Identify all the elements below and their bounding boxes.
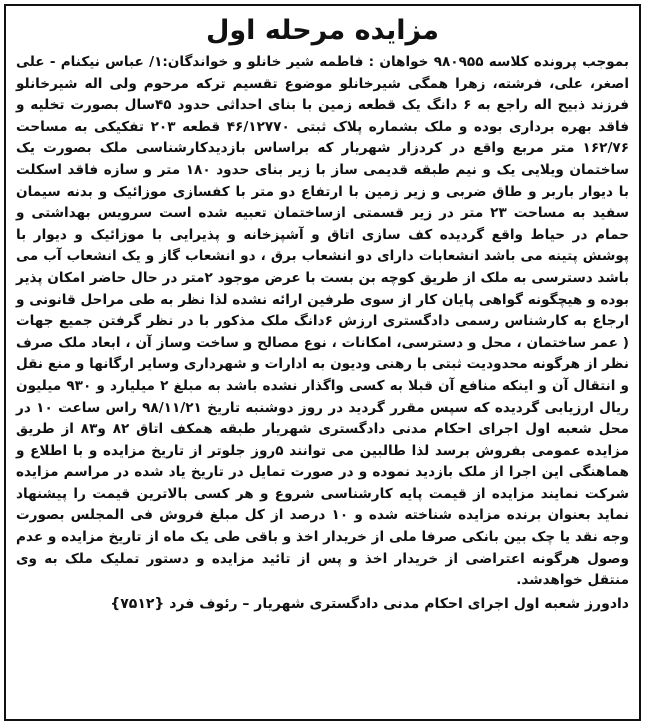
notice-title: مزایده مرحله اول bbox=[205, 15, 440, 46]
notice-body: بموجب پرونده کلاسه ۹۸۰۹۵۵ خواهان : فاطمه شیر خانلو و خواندگان:۱/ عباس نیکنام - علی اصغر، علی، فرشته، زهرا همگی شیرخانلو موضوع تقسیم ترکه مرحوم ولی اله شیرخانلو فرزند ذبیح اله راجع به ۶ دانگ یک قطعه زمین با بنای احداثی حدود ۴۵سال بصورت تخلیه و فاقد بهره برداری بوده و ملک بشماره پلاک ثبتی ۴۶/۱۲۷۷۰ قطعه ۲۰۳ تفکیکی به مساحت ۱۶۲/۷۶ متر مربع واقع در کردزار شهریار که براساس بازدیدکارشناسی ملک بصورت یک ساختمان ویلایی یک و نیم طبقه قدیمی ساز با زیر بنای حدود ۱۸۰ متر و سازه فاقد اسکلت با دیوار باربر و طاق ضربی و زیر زمین با ارتفاع دو متر با کفسازی موزائیک و بدنه سیمان سفید به مساحت ۲۳ متر در زیر قسمتی ازساختمان تعبیه شده است سرویس بهداشتی و حمام در حیاط واقع گردیده کف سازی اتاق و آشپزخانه و پذیرایی با موزائیک و دیوار با پوشش پتینه می باشد انشعابات دارای دو انشعاب برق ، دو انشعاب گاز و یک انشعاب آب می باشد دسترسی به ملک از طریق کوچه بن بست با عرض موجود ۲متر در حال حاضر امکان پذیر بوده و هیچگونه گواهی پایان کار از سوی طرفین ارائه نشده لذا نظر به طی مراحل قانونی و ارجاع به کارشناس رسمی دادگستری ارزش ۶دانگ ملک مذکور با در نظر گرفتن جمیع جهات ( عمر ساختمان ، محل و دسترسی، امکانات ، نوع مصالح و ساخت وساز آن ، ابعاد ملک صرف نظر از هرگونه محدودیت ثبتی با رهنی ودیون به ادارات و شهرداری وسایر ارگانها و منع نقل و انتقال آن و اینکه منافع آن قبلا به کسی واگذار نشده باشد به مبلغ ۲ میلیارد و ۹۳۰ میلیون ریال ارزیابی گردیده که سپس مقرر گردید در روز دوشنبه تاریخ ۹۸/۱۱/۲۱ راس ساعت ۱۰ در محل شعبه اول اجرای احکام مدنی دادگستری شهریار طبقه همکف اتاق ۸۲ و۸۳ از طریق مزایده عمومی بفروش برسد لذا طالبین می توانند ۵روز جلوتر از تاریخ مزایده و با اطلاع و هماهنگی این اجرا از ملک بازدید نموده و در صورت تمایل در تاریخ یاد شده در مراسم مزایده شرکت نمایند مزایده از قیمت پایه کارشناسی شروع و هر کسی بالاترین قیمت را پیشنهاد نماید بعنوان برنده مزایده شناخته شده و ۱۰ درصد از کل مبلغ فروش فی المجلس بصورت وجه نقد یا چک بین بانکی صرفا ملی از خریدار اخذ و باقی طی یک ماه از تاریخ مزایده و عدم وصول هرگونه اعتراضی از خریدار اخذ و پس از تائید مزایده و دستور تملیک ملک به وی منتقل خواهدشد. bbox=[16, 54, 630, 589]
notice-footer-signature: دادورز شعبه اول اجرای احکام مدنی دادگستری شهریار – رئوف فرد {۷۵۱۲} bbox=[110, 595, 629, 612]
auction-notice bbox=[4, 4, 641, 721]
